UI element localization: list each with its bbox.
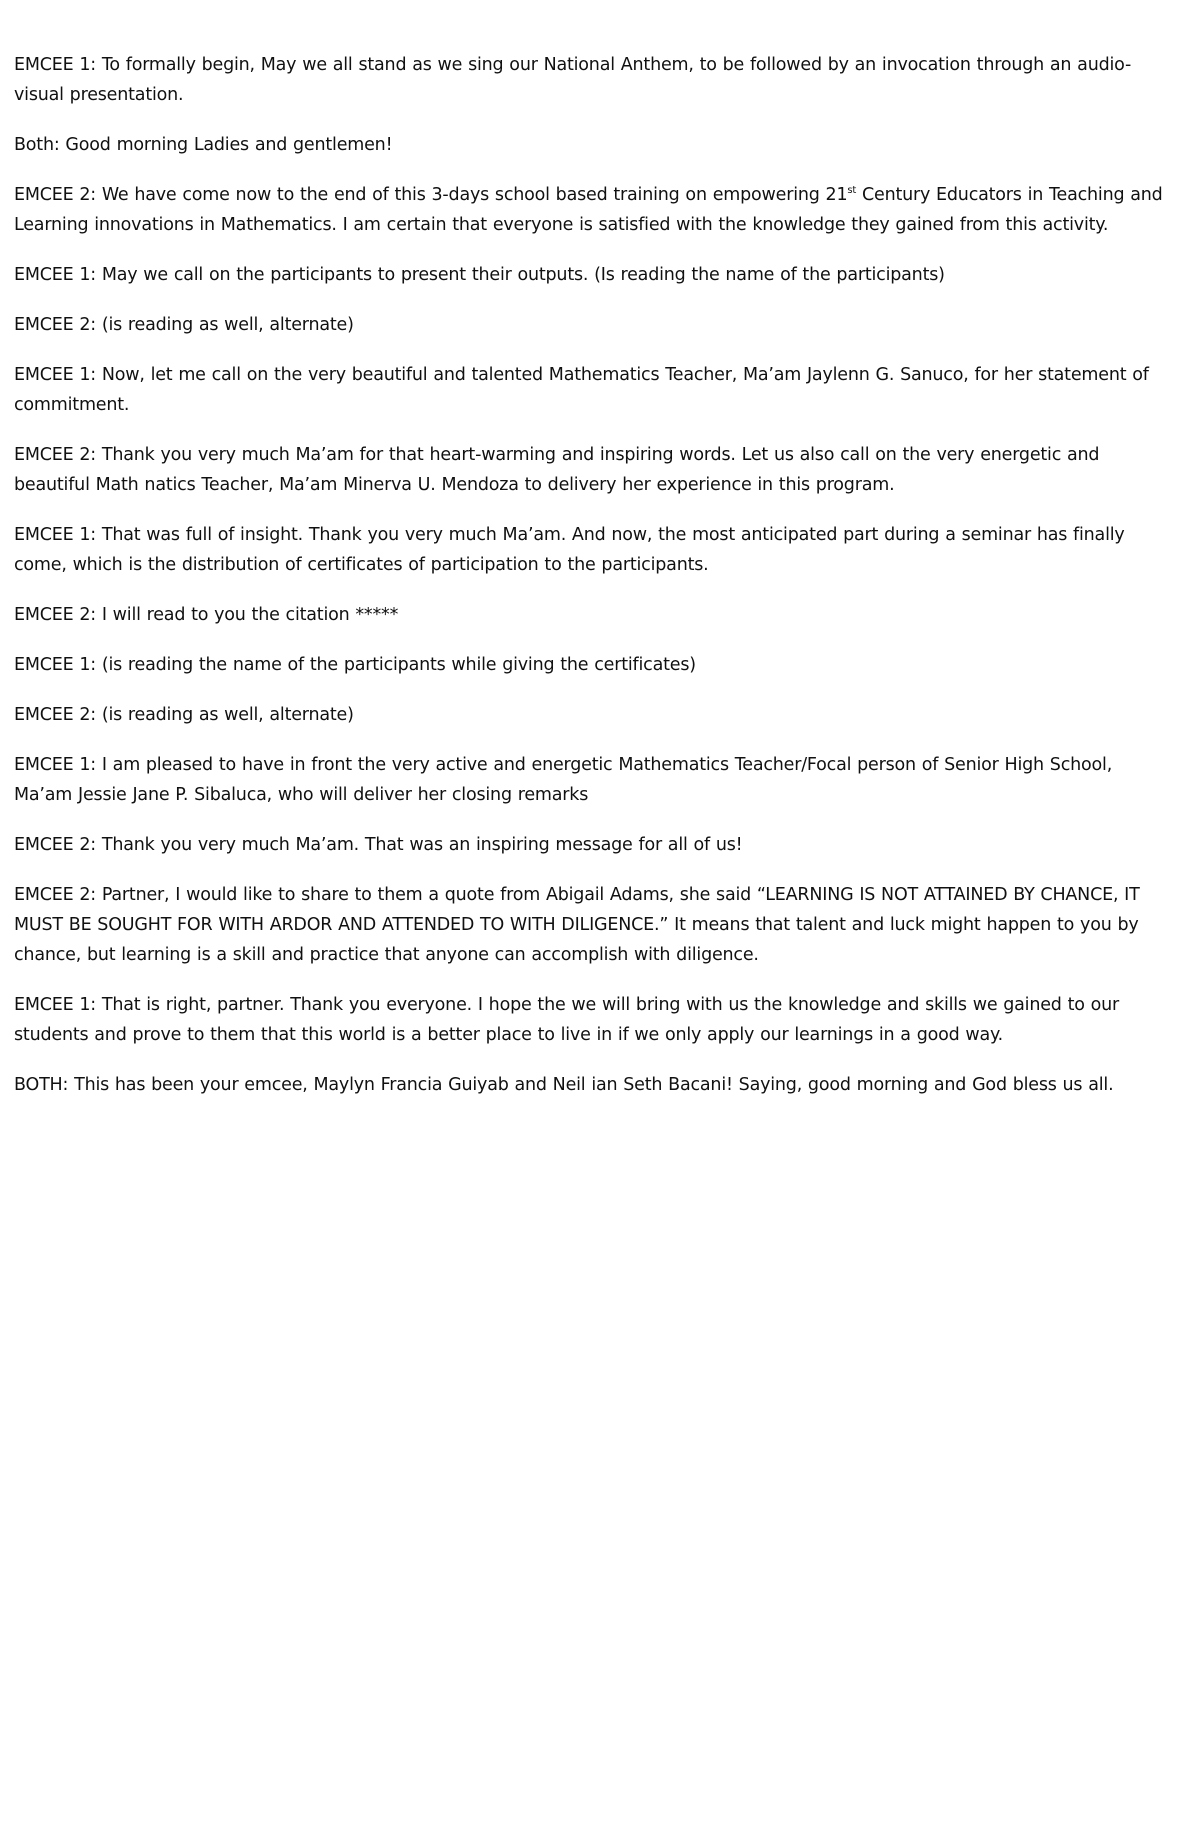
paragraph-experience-call: EMCEE 2: Thank you very much Ma’am for that heart-warming and inspiring words. Let us also call on the very energetic and beautiful Math natics Teacher, Ma’am Minerva U. Mendoza to delivery her experience in this program. xyxy=(14,445,1100,495)
paragraph-text-before-superscript: EMCEE 2: We have come now to the end of this 3-days school based training on empowering 21 xyxy=(14,185,848,205)
paragraph-citation: EMCEE 2: I will read to you the citation ***** xyxy=(14,605,399,625)
paragraph-thanks: EMCEE 2: Thank you very much Ma’am. That was an inspiring message for all of us! xyxy=(14,835,743,855)
paragraph-statement-of-commitment: EMCEE 1: Now, let me call on the very beautiful and talented Mathematics Teacher, Ma’am Jaylenn G. Sanuco, for her statement of commitment. xyxy=(14,365,1149,415)
paragraph-present-outputs: EMCEE 1: May we call on the participants to present their outputs. (Is reading the name of the participants) xyxy=(14,265,945,285)
paragraph-greeting: Both: Good morning Ladies and gentlemen! xyxy=(14,135,393,155)
paragraph-alternate-reading: EMCEE 2: (is reading as well, alternate) xyxy=(14,315,354,335)
paragraph-quote: EMCEE 2: Partner, I would like to share to them a quote from Abigail Adams, she said “LEARNING IS NOT ATTAINED BY CHANCE, IT MUST BE SOUGHT FOR WITH ARDOR AND ATTENDED TO WITH DILIGENCE.” It means that talent and luck might happen to you by chance, but learning is a skill and practice that anyone can accomplish with diligence. xyxy=(14,885,1140,965)
superscript-ordinal: st xyxy=(847,185,857,196)
paragraph-conclusion: EMCEE 1: That is right, partner. Thank you everyone. I hope the we will bring with us the knowledge and skills we gained to our students and prove to them that this world is a better place to live in if we only apply our learnings in a good way. xyxy=(14,995,1119,1045)
paragraph-closing-remarks-call: EMCEE 1: I am pleased to have in front the very active and energetic Mathematics Teacher/Focal person of Senior High School, Ma’am Jessie Jane P. Sibaluca, who will deliver her closing remarks xyxy=(14,755,1113,805)
paragraph-opening: EMCEE 1: To formally begin, May we all stand as we sing our National Anthem, to be followed by an invocation through an audio-visual presentation. xyxy=(14,55,1132,105)
paragraph-text-after-superscript: Century Educators in Teaching and Learning innovations in Mathematics. I am certain that everyone is satisfied with the knowledge they gained from this activity. xyxy=(14,185,1163,235)
paragraph-farewell: BOTH: This has been your emcee, Maylyn Francia Guiyab and Neil ian Seth Bacani! Saying, good morning and God bless us all. xyxy=(14,1075,1114,1095)
document-page xyxy=(14,50,1174,1120)
paragraph-alternate-reading-2: EMCEE 2: (is reading as well, alternate) xyxy=(14,705,354,725)
paragraph-certificates: EMCEE 1: That was full of insight. Thank you very much Ma’am. And now, the most anticipated part during a seminar has finally come, which is the distribution of certificates of participation to the participants. xyxy=(14,525,1125,575)
paragraph-training-end xyxy=(14,180,1174,240)
paragraph-reading-names: EMCEE 1: (is reading the name of the participants while giving the certificates) xyxy=(14,655,696,675)
